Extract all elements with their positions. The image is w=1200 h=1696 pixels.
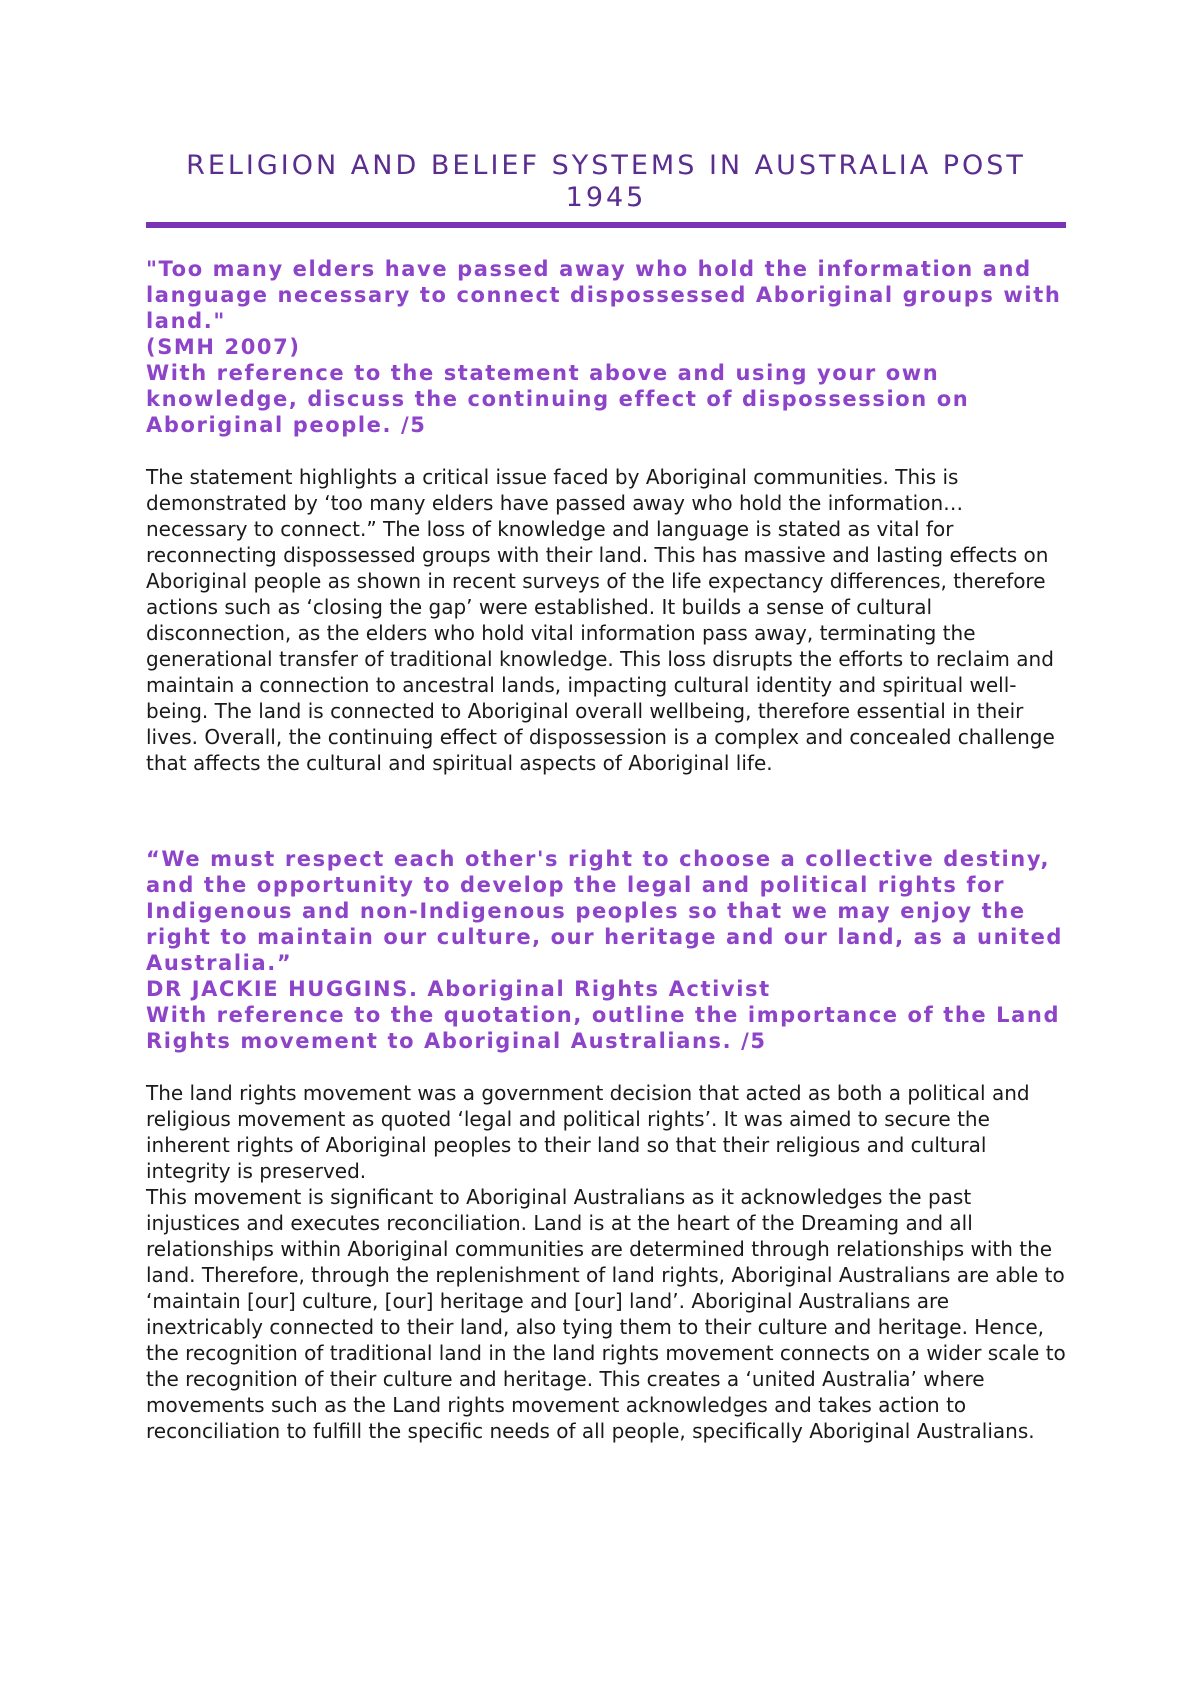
quote-source-2: DR JACKIE HUGGINS. Aboriginal Rights Activist: [146, 977, 771, 1001]
question-block-1: [146, 256, 1066, 438]
quote-text-2: “We must respect each other's right to choose a collective destiny, and the opportunity to develop the legal and political rights for Indigenous and non-Indigenous peoples so that we may enjoy the right to maintain our culture, our heritage and our land, as a united Australia.”: [146, 847, 1064, 975]
answer-block-1: [146, 464, 1066, 776]
question-prompt-2: With reference to the quotation, outline the importance of the Land Rights movement to Aboriginal Australians. /5: [146, 1003, 1061, 1053]
document-title: RELIGION AND BELIEF SYSTEMS IN AUSTRALIA POST 1945: [186, 150, 1026, 213]
answer-paragraph-1: The statement highlights a critical issue faced by Aboriginal communities. This is demonstrated by ‘too many elders have passed away who hold the information… necessary to connect.” The loss of knowledge and language is stated as vital for reconnecting dispossessed groups with their land. This has massive and lasting effects on Aboriginal people as shown in recent surveys of the life expectancy differences, therefore actions such as ‘closing the gap’ were established. It builds a sense of cultural disconnection, as the elders who hold vital information pass away, terminating the generational transfer of traditional knowledge. This loss disrupts the efforts to reclaim and maintain a connection to ancestral lands, impacting cultural identity and spiritual well-being. The land is connected to Aboriginal overall wellbeing, therefore essential in their lives. Overall, the continuing effect of dispossession is a complex and concealed challenge that affects the cultural and spiritual aspects of Aboriginal life.: [146, 465, 1055, 775]
answer-paragraph-2b: This movement is significant to Aboriginal Australians as it acknowledges the past injustices and executes reconciliation. Land is at the heart of the Dreaming and all relationships within Aboriginal communities are determined through relationships with the land. Therefore, through the replenishment of land rights, Aboriginal Australians are able to ‘maintain [our] culture, [our] heritage and [our] land’. Aboriginal Australians are inextricably connected to their land, also tying them to their culture and heritage. Hence, the recognition of traditional land in the land rights movement connects on a wider scale to the recognition of their culture and heritage. This creates a ‘united Australia’ where movements such as the Land rights movement acknowledges and takes action to reconciliation to fulfill the specific needs of all people, specifically Aboriginal Australians.: [146, 1185, 1066, 1443]
quote-text-1: "Too many elders have passed away who hold the information and language necessary to connect dispossessed Aboriginal groups with land.": [146, 257, 1062, 333]
question-block-2: [146, 846, 1066, 1054]
title-divider: [146, 222, 1066, 228]
question-section-2: [146, 846, 1066, 1444]
answer-paragraph-2a: The land rights movement was a government decision that acted as both a political and religious movement as quoted ‘legal and political rights’. It was aimed to secure the inherent rights of Aboriginal peoples to their land so that their religious and cultural integrity is preserved.: [146, 1081, 1030, 1183]
section-spacer: [146, 776, 1066, 846]
question-section-1: [146, 256, 1066, 776]
document-page: [146, 150, 1066, 1444]
answer-block-2: [146, 1080, 1066, 1444]
question-prompt-1: With reference to the statement above and using your own knowledge, discuss the continuing effect of dispossession on Aboriginal people. /5: [146, 361, 970, 437]
quote-source-1: (SMH 2007): [146, 335, 301, 359]
